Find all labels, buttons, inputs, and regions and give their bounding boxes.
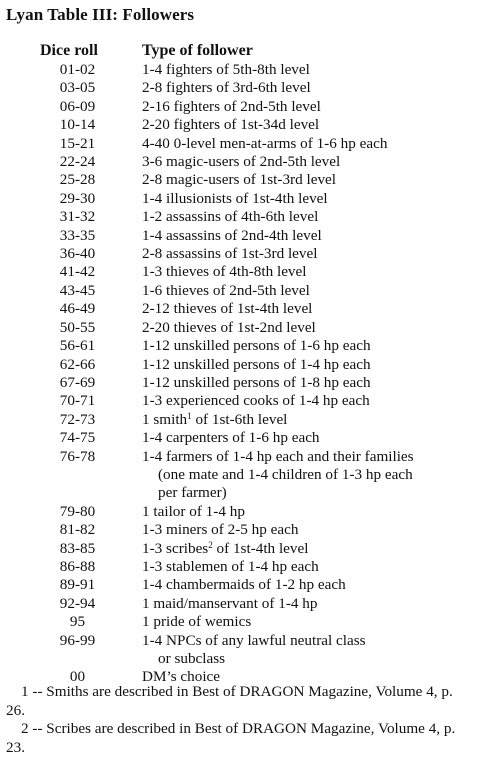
table-row [0, 521, 484, 539]
follower-text: 1 tailor of 1-4 hp [142, 502, 245, 520]
follower-cell [142, 171, 460, 189]
table-row [0, 540, 484, 558]
follower-text: 1-3 experienced cooks of 1-4 hp each [142, 392, 370, 410]
follower-text-continuation: or subclass [158, 650, 226, 667]
table-row [0, 135, 484, 153]
follower-cell [142, 116, 460, 134]
table-row [0, 263, 484, 281]
table-row [0, 337, 484, 355]
follower-cell [142, 411, 460, 429]
footnote-marker: 1 [187, 410, 192, 421]
follower-cell [142, 135, 460, 153]
column-header-follower-type: Type of follower [142, 42, 253, 59]
follower-text: 1-4 NPCs of any lawful neutral class [142, 631, 366, 649]
follower-cell [142, 300, 460, 318]
follower-text: 2-8 fighters of 3rd-6th level [142, 79, 311, 97]
dice-roll-cell: 00 [69, 668, 86, 686]
footnote-2: 2 -- Scribes are described in Best of DRAGON Magazine, Volume 4, p. 23. [6, 720, 456, 756]
follower-text: 1-2 assassins of 4th-6th level [142, 208, 319, 226]
follower-cell [142, 227, 460, 245]
follower-cell [142, 190, 460, 208]
table-row [0, 503, 484, 521]
follower-cell [142, 245, 460, 263]
dice-roll-cell: 67-69 [59, 373, 96, 391]
dice-roll-cell: 96-99 [59, 631, 96, 649]
table-row [0, 632, 484, 669]
follower-text: 1 pride of wemics [142, 613, 252, 631]
follower-text: 4-40 0-level men-at-arms of 1-6 hp each [142, 134, 388, 152]
follower-cell [142, 337, 460, 355]
follower-text: 2-8 assassins of 1st-3rd level [142, 245, 318, 263]
table-row [0, 448, 484, 503]
dice-roll-cell: 03-05 [59, 79, 96, 97]
follower-text: 1-3 miners of 2-5 hp each [142, 521, 299, 539]
dice-roll-cell: 10-14 [59, 116, 96, 134]
follower-text: 1-12 unskilled persons of 1-8 hp each [142, 373, 371, 391]
follower-text: 3-6 magic-users of 2nd-5th level [142, 153, 341, 171]
dice-roll-cell: 01-02 [59, 61, 96, 78]
dice-roll-cell: 43-45 [59, 281, 96, 299]
dice-roll-cell: 25-28 [59, 171, 96, 189]
table-row [0, 153, 484, 171]
table-row [0, 61, 484, 79]
dice-roll-cell: 41-42 [59, 263, 96, 281]
follower-text: DM’s choice [142, 668, 221, 686]
follower-text: 2-12 thieves of 1st-4th level [142, 300, 313, 318]
table-row [0, 98, 484, 116]
dice-roll-cell: 79-80 [59, 502, 96, 520]
follower-cell [142, 521, 460, 539]
dice-roll-cell: 81-82 [59, 521, 96, 539]
follower-cell [142, 153, 460, 171]
table-row [0, 429, 484, 447]
follower-text: 1 maid/manservant of 1-4 hp [142, 594, 318, 612]
table-row [0, 227, 484, 245]
follower-text: 1-12 unskilled persons of 1-6 hp each [142, 337, 371, 355]
follower-text: 1 smith [142, 410, 188, 428]
follower-text-continuation: per farmer) [158, 484, 227, 502]
follower-text: 1-4 chambermaids of 1-2 hp each [142, 576, 346, 594]
dice-roll-cell: 50-55 [59, 318, 96, 336]
follower-text: 1-3 stablemen of 1-4 hp each [142, 557, 319, 575]
dice-roll-cell: 29-30 [59, 189, 96, 207]
dice-roll-cell: 86-88 [59, 557, 96, 575]
table-row [0, 595, 484, 613]
dice-roll-cell: 76-78 [59, 447, 96, 465]
follower-text: 1-6 thieves of 2nd-5th level [142, 281, 310, 299]
table-row [0, 208, 484, 226]
follower-text: 2-20 fighters of 1st-34d level [142, 116, 320, 134]
dice-roll-cell: 89-91 [59, 576, 96, 594]
follower-cell [142, 61, 460, 79]
follower-text-after: of 1st-6th level [191, 410, 288, 428]
follower-text: 1-4 farmers of 1-4 hp each and their families [142, 447, 414, 465]
follower-cell [142, 558, 460, 576]
follower-cell [142, 429, 460, 447]
follower-cell [142, 282, 460, 300]
footnote-marker: 2 [208, 539, 213, 550]
dice-roll-cell: 62-66 [59, 355, 96, 373]
follower-cell [142, 319, 460, 337]
table-row [0, 613, 484, 631]
dice-roll-cell: 22-24 [59, 153, 96, 171]
table-row [0, 576, 484, 594]
table-row [0, 356, 484, 374]
follower-cell [142, 263, 460, 281]
follower-cell [142, 540, 460, 558]
dice-roll-cell: 46-49 [59, 300, 96, 318]
follower-text-continuation: (one mate and 1-4 children of 1-3 hp each [158, 465, 413, 483]
table-row [0, 411, 484, 429]
follower-text: 1-4 illusionists of 1st-4th level [142, 189, 328, 207]
follower-text: 1-12 unskilled persons of 1-4 hp each [142, 355, 371, 373]
follower-text: 1-3 thieves of 4th-8th level [142, 263, 307, 281]
follower-table [0, 61, 484, 687]
dice-roll-cell: 15-21 [59, 134, 96, 152]
dice-roll-cell: 72-73 [59, 410, 96, 428]
dice-roll-cell: 06-09 [59, 97, 96, 115]
follower-text: 1-4 assassins of 2nd-4th level [142, 226, 322, 244]
table-row [0, 392, 484, 410]
dice-roll-cell: 95 [69, 613, 86, 631]
dice-roll-cell: 92-94 [59, 594, 96, 612]
dice-roll-cell: 74-75 [59, 429, 96, 447]
table-row [0, 300, 484, 318]
follower-cell [142, 632, 460, 669]
follower-cell [142, 79, 460, 97]
follower-cell [142, 595, 460, 613]
table-title: Lyan Table III: Followers [6, 5, 195, 24]
follower-text: 2-16 fighters of 2nd-5th level [142, 97, 321, 115]
follower-cell [142, 576, 460, 594]
table-row [0, 116, 484, 134]
follower-text-after: of 1st-4th level [212, 539, 309, 557]
dice-roll-cell: 83-85 [59, 539, 96, 557]
follower-text: 2-8 magic-users of 1st-3rd level [142, 171, 337, 189]
table-row [0, 79, 484, 97]
table-row [0, 245, 484, 263]
follower-text: 1-4 carpenters of 1-6 hp each [142, 429, 320, 447]
follower-text: 2-20 thieves of 1st-2nd level [142, 318, 316, 336]
table-row [0, 282, 484, 300]
footnote-1: 1 -- Smiths are described in Best of DRAGON Magazine, Volume 4, p. 26. [6, 683, 453, 719]
column-header-dice-roll: Dice roll [40, 42, 98, 59]
table-row [0, 190, 484, 208]
follower-cell [142, 613, 460, 631]
dice-roll-cell: 31-32 [59, 208, 96, 226]
follower-cell [142, 374, 460, 392]
follower-cell [142, 503, 460, 521]
table-row [0, 374, 484, 392]
table-row [0, 319, 484, 337]
dice-roll-cell: 33-35 [59, 226, 96, 244]
follower-cell [142, 448, 460, 503]
follower-cell [142, 392, 460, 410]
table-row [0, 171, 484, 189]
dice-roll-cell: 56-61 [59, 337, 96, 355]
dice-roll-cell: 70-71 [59, 392, 96, 410]
follower-text: 1-3 scribes [142, 539, 209, 557]
follower-cell [142, 98, 460, 116]
table-row [0, 558, 484, 576]
dice-roll-cell: 36-40 [59, 245, 96, 263]
follower-text: 1-4 fighters of 5th-8th level [142, 61, 310, 78]
follower-cell [142, 356, 460, 374]
follower-cell [142, 208, 460, 226]
footnotes [6, 683, 472, 757]
